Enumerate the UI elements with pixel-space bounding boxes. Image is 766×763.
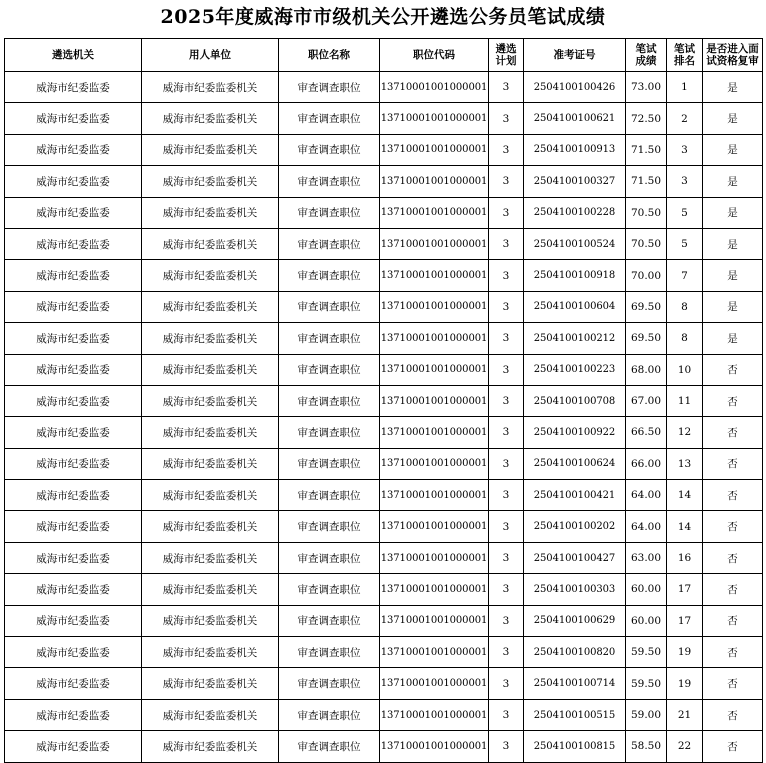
table-row [5, 731, 763, 762]
table-row [5, 542, 763, 573]
cell-rank: 14 [667, 480, 703, 511]
cell-agency: 威海市纪委监委 [5, 134, 142, 165]
column-header-employer: 用人单位 [142, 39, 279, 72]
table-row [5, 323, 763, 354]
column-header-agency: 遴选机关 [5, 39, 142, 72]
cell-score: 72.50 [626, 103, 667, 134]
cell-employer: 威海市纪委监委机关 [142, 480, 279, 511]
cell-plan: 3 [489, 260, 524, 291]
cell-plan: 3 [489, 542, 524, 573]
column-header-rank: 笔试 排名 [667, 39, 703, 72]
cell-employer: 威海市纪委监委机关 [142, 103, 279, 134]
cell-position-code: 13710001001000001 [380, 511, 489, 542]
cell-position-code: 13710001001000001 [380, 574, 489, 605]
cell-position-name: 审查调查职位 [279, 542, 380, 573]
cell-position-code: 13710001001000001 [380, 605, 489, 636]
cell-position-name: 审查调查职位 [279, 637, 380, 668]
cell-employer: 威海市纪委监委机关 [142, 260, 279, 291]
cell-position-name: 审查调查职位 [279, 354, 380, 385]
table-header-row [5, 39, 763, 72]
cell-plan: 3 [489, 699, 524, 730]
cell-plan: 3 [489, 166, 524, 197]
cell-interview-review: 否 [703, 605, 763, 636]
cell-score: 73.00 [626, 72, 667, 103]
cell-exam-number: 2504100100421 [524, 480, 626, 511]
cell-score: 66.50 [626, 417, 667, 448]
scores-table [4, 38, 763, 763]
cell-rank: 3 [667, 134, 703, 165]
cell-rank: 3 [667, 166, 703, 197]
cell-score: 71.50 [626, 134, 667, 165]
cell-agency: 威海市纪委监委 [5, 72, 142, 103]
cell-interview-review: 否 [703, 574, 763, 605]
table-row [5, 72, 763, 103]
cell-plan: 3 [489, 228, 524, 259]
cell-agency: 威海市纪委监委 [5, 699, 142, 730]
cell-score: 71.50 [626, 166, 667, 197]
cell-employer: 威海市纪委监委机关 [142, 72, 279, 103]
cell-position-code: 13710001001000001 [380, 228, 489, 259]
cell-position-name: 审查调查职位 [279, 699, 380, 730]
cell-score: 69.50 [626, 323, 667, 354]
table-row [5, 574, 763, 605]
cell-position-code: 13710001001000001 [380, 166, 489, 197]
cell-position-name: 审查调查职位 [279, 668, 380, 699]
cell-rank: 14 [667, 511, 703, 542]
cell-interview-review: 是 [703, 72, 763, 103]
cell-position-code: 13710001001000001 [380, 668, 489, 699]
table-row [5, 417, 763, 448]
cell-position-name: 审查调查职位 [279, 291, 380, 322]
cell-employer: 威海市纪委监委机关 [142, 323, 279, 354]
table-row [5, 228, 763, 259]
cell-exam-number: 2504100100515 [524, 699, 626, 730]
cell-position-code: 13710001001000001 [380, 103, 489, 134]
table-row [5, 260, 763, 291]
cell-exam-number: 2504100100922 [524, 417, 626, 448]
cell-rank: 2 [667, 103, 703, 134]
cell-employer: 威海市纪委监委机关 [142, 511, 279, 542]
cell-plan: 3 [489, 72, 524, 103]
cell-agency: 威海市纪委监委 [5, 323, 142, 354]
cell-exam-number: 2504100100327 [524, 166, 626, 197]
cell-employer: 威海市纪委监委机关 [142, 291, 279, 322]
cell-agency: 威海市纪委监委 [5, 166, 142, 197]
cell-position-name: 审查调查职位 [279, 166, 380, 197]
cell-agency: 威海市纪委监委 [5, 260, 142, 291]
cell-employer: 威海市纪委监委机关 [142, 448, 279, 479]
cell-position-code: 13710001001000001 [380, 480, 489, 511]
cell-rank: 21 [667, 699, 703, 730]
cell-agency: 威海市纪委监委 [5, 637, 142, 668]
column-header-score: 笔试 成绩 [626, 39, 667, 72]
cell-agency: 威海市纪委监委 [5, 668, 142, 699]
cell-score: 70.00 [626, 260, 667, 291]
cell-employer: 威海市纪委监委机关 [142, 574, 279, 605]
cell-plan: 3 [489, 197, 524, 228]
cell-agency: 威海市纪委监委 [5, 197, 142, 228]
cell-rank: 22 [667, 731, 703, 762]
cell-exam-number: 2504100100426 [524, 72, 626, 103]
cell-exam-number: 2504100100918 [524, 260, 626, 291]
cell-position-name: 审查调查职位 [279, 511, 380, 542]
cell-plan: 3 [489, 605, 524, 636]
cell-agency: 威海市纪委监委 [5, 103, 142, 134]
cell-rank: 13 [667, 448, 703, 479]
cell-agency: 威海市纪委监委 [5, 731, 142, 762]
cell-position-code: 13710001001000001 [380, 637, 489, 668]
cell-employer: 威海市纪委监委机关 [142, 417, 279, 448]
cell-exam-number: 2504100100303 [524, 574, 626, 605]
cell-position-code: 13710001001000001 [380, 72, 489, 103]
table-row [5, 448, 763, 479]
cell-position-name: 审查调查职位 [279, 574, 380, 605]
cell-exam-number: 2504100100624 [524, 448, 626, 479]
cell-plan: 3 [489, 511, 524, 542]
cell-score: 63.00 [626, 542, 667, 573]
cell-score: 58.50 [626, 731, 667, 762]
cell-interview-review: 否 [703, 511, 763, 542]
cell-position-code: 13710001001000001 [380, 354, 489, 385]
cell-position-name: 审查调查职位 [279, 480, 380, 511]
cell-interview-review: 否 [703, 448, 763, 479]
cell-position-code: 13710001001000001 [380, 197, 489, 228]
cell-agency: 威海市纪委监委 [5, 605, 142, 636]
cell-score: 66.00 [626, 448, 667, 479]
cell-rank: 8 [667, 291, 703, 322]
cell-exam-number: 2504100100223 [524, 354, 626, 385]
cell-position-name: 审查调查职位 [279, 448, 380, 479]
cell-plan: 3 [489, 668, 524, 699]
cell-position-name: 审查调查职位 [279, 417, 380, 448]
cell-position-code: 13710001001000001 [380, 291, 489, 322]
cell-position-code: 13710001001000001 [380, 699, 489, 730]
table-row [5, 134, 763, 165]
cell-position-name: 审查调查职位 [279, 72, 380, 103]
cell-plan: 3 [489, 637, 524, 668]
cell-employer: 威海市纪委监委机关 [142, 605, 279, 636]
cell-interview-review: 否 [703, 699, 763, 730]
cell-plan: 3 [489, 448, 524, 479]
cell-plan: 3 [489, 731, 524, 762]
cell-plan: 3 [489, 323, 524, 354]
cell-rank: 5 [667, 197, 703, 228]
cell-rank: 11 [667, 385, 703, 416]
cell-plan: 3 [489, 385, 524, 416]
cell-interview-review: 否 [703, 731, 763, 762]
cell-plan: 3 [489, 354, 524, 385]
table-row [5, 637, 763, 668]
column-header-plan: 遴选 计划 [489, 39, 524, 72]
cell-plan: 3 [489, 134, 524, 165]
cell-interview-review: 是 [703, 228, 763, 259]
cell-employer: 威海市纪委监委机关 [142, 166, 279, 197]
cell-interview-review: 否 [703, 668, 763, 699]
cell-agency: 威海市纪委监委 [5, 354, 142, 385]
cell-rank: 10 [667, 354, 703, 385]
cell-position-code: 13710001001000001 [380, 385, 489, 416]
column-header-position-code: 职位代码 [380, 39, 489, 72]
cell-interview-review: 否 [703, 637, 763, 668]
cell-plan: 3 [489, 480, 524, 511]
cell-position-name: 审查调查职位 [279, 228, 380, 259]
cell-employer: 威海市纪委监委机关 [142, 354, 279, 385]
cell-exam-number: 2504100100820 [524, 637, 626, 668]
cell-interview-review: 是 [703, 323, 763, 354]
cell-exam-number: 2504100100427 [524, 542, 626, 573]
cell-plan: 3 [489, 291, 524, 322]
cell-plan: 3 [489, 417, 524, 448]
cell-employer: 威海市纪委监委机关 [142, 668, 279, 699]
cell-rank: 19 [667, 668, 703, 699]
table-body [5, 72, 763, 763]
table-row [5, 166, 763, 197]
cell-score: 60.00 [626, 574, 667, 605]
column-header-position-name: 职位名称 [279, 39, 380, 72]
cell-score: 59.50 [626, 637, 667, 668]
cell-rank: 17 [667, 605, 703, 636]
cell-position-name: 审查调查职位 [279, 605, 380, 636]
cell-employer: 威海市纪委监委机关 [142, 542, 279, 573]
cell-score: 70.50 [626, 197, 667, 228]
cell-interview-review: 否 [703, 354, 763, 385]
cell-rank: 7 [667, 260, 703, 291]
cell-exam-number: 2504100100621 [524, 103, 626, 134]
cell-interview-review: 是 [703, 166, 763, 197]
cell-employer: 威海市纪委监委机关 [142, 731, 279, 762]
cell-exam-number: 2504100100815 [524, 731, 626, 762]
cell-interview-review: 否 [703, 480, 763, 511]
cell-plan: 3 [489, 103, 524, 134]
cell-position-name: 审查调查职位 [279, 731, 380, 762]
table-row [5, 699, 763, 730]
cell-interview-review: 否 [703, 385, 763, 416]
cell-rank: 1 [667, 72, 703, 103]
cell-employer: 威海市纪委监委机关 [142, 134, 279, 165]
cell-interview-review: 否 [703, 417, 763, 448]
cell-position-code: 13710001001000001 [380, 417, 489, 448]
table-row [5, 103, 763, 134]
cell-agency: 威海市纪委监委 [5, 574, 142, 605]
cell-agency: 威海市纪委监委 [5, 417, 142, 448]
page-title: 2025年度威海市市级机关公开遴选公务员笔试成绩 [160, 6, 606, 28]
table-row [5, 354, 763, 385]
cell-exam-number: 2504100100708 [524, 385, 626, 416]
table-row [5, 197, 763, 228]
cell-agency: 威海市纪委监委 [5, 448, 142, 479]
cell-position-code: 13710001001000001 [380, 260, 489, 291]
cell-interview-review: 是 [703, 134, 763, 165]
cell-employer: 威海市纪委监委机关 [142, 699, 279, 730]
cell-score: 64.00 [626, 480, 667, 511]
cell-exam-number: 2504100100212 [524, 323, 626, 354]
cell-interview-review: 是 [703, 103, 763, 134]
table-row [5, 668, 763, 699]
cell-rank: 5 [667, 228, 703, 259]
cell-exam-number: 2504100100604 [524, 291, 626, 322]
cell-rank: 17 [667, 574, 703, 605]
cell-rank: 8 [667, 323, 703, 354]
cell-exam-number: 2504100100228 [524, 197, 626, 228]
table-row [5, 385, 763, 416]
cell-agency: 威海市纪委监委 [5, 511, 142, 542]
column-header-exam-number: 准考证号 [524, 39, 626, 72]
cell-score: 59.00 [626, 699, 667, 730]
cell-employer: 威海市纪委监委机关 [142, 385, 279, 416]
cell-score: 67.00 [626, 385, 667, 416]
cell-score: 60.00 [626, 605, 667, 636]
cell-score: 59.50 [626, 668, 667, 699]
table-row [5, 291, 763, 322]
table-row [5, 605, 763, 636]
cell-exam-number: 2504100100629 [524, 605, 626, 636]
cell-interview-review: 否 [703, 542, 763, 573]
cell-interview-review: 是 [703, 197, 763, 228]
cell-position-name: 审查调查职位 [279, 385, 380, 416]
cell-rank: 19 [667, 637, 703, 668]
table-row [5, 511, 763, 542]
column-header-interview-review: 是否进入面 试资格复审 [703, 39, 763, 72]
table-row [5, 480, 763, 511]
cell-score: 69.50 [626, 291, 667, 322]
cell-score: 64.00 [626, 511, 667, 542]
cell-exam-number: 2504100100202 [524, 511, 626, 542]
cell-exam-number: 2504100100714 [524, 668, 626, 699]
cell-position-code: 13710001001000001 [380, 134, 489, 165]
cell-position-name: 审查调查职位 [279, 134, 380, 165]
cell-agency: 威海市纪委监委 [5, 542, 142, 573]
cell-exam-number: 2504100100524 [524, 228, 626, 259]
cell-employer: 威海市纪委监委机关 [142, 228, 279, 259]
cell-position-name: 审查调查职位 [279, 260, 380, 291]
cell-agency: 威海市纪委监委 [5, 385, 142, 416]
cell-position-code: 13710001001000001 [380, 731, 489, 762]
cell-position-name: 审查调查职位 [279, 103, 380, 134]
cell-position-code: 13710001001000001 [380, 542, 489, 573]
cell-agency: 威海市纪委监委 [5, 228, 142, 259]
cell-position-code: 13710001001000001 [380, 323, 489, 354]
cell-score: 70.50 [626, 228, 667, 259]
cell-interview-review: 是 [703, 260, 763, 291]
cell-rank: 12 [667, 417, 703, 448]
cell-agency: 威海市纪委监委 [5, 480, 142, 511]
cell-interview-review: 是 [703, 291, 763, 322]
cell-position-name: 审查调查职位 [279, 197, 380, 228]
cell-plan: 3 [489, 574, 524, 605]
cell-employer: 威海市纪委监委机关 [142, 637, 279, 668]
cell-position-code: 13710001001000001 [380, 448, 489, 479]
cell-score: 68.00 [626, 354, 667, 385]
cell-position-name: 审查调查职位 [279, 323, 380, 354]
cell-agency: 威海市纪委监委 [5, 291, 142, 322]
cell-employer: 威海市纪委监委机关 [142, 197, 279, 228]
cell-exam-number: 2504100100913 [524, 134, 626, 165]
cell-rank: 16 [667, 542, 703, 573]
